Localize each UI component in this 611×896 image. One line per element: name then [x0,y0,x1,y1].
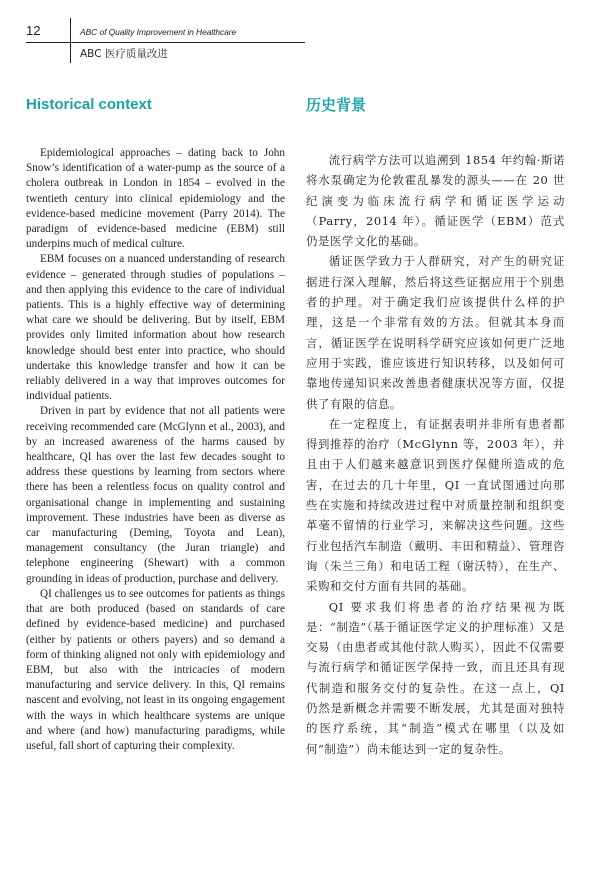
running-header [0,0,611,70]
chinese-column [306,96,565,759]
paragraph: Epidemiological approaches – dating back to John Snow’s identification of a water-pump as the source of a cholera outbreak in London in 1854 – evolved in the twentieth century into clinical epidemiology and the evidence-based medicine movement (Parry 2014). The paradigm of evidence-based medicine (EBM) still underpins much of medical culture. [26,147,285,251]
paragraph: Driven in part by evidence that not all patients were receiving recommended care (McGlynn et al., 2003), and by an increased awareness of the harms caused by healthcare, QI has over the last few decades sought to address these questions by learning from sectors where there has been a relentless focus on quality control and organisational change in implementing and sustaining improvement. These industries have been as diverse as car manufacturing (Deming, Toyota and Lean), management consultancy (the Juran triangle) and telephone engineering (Shewart) with a common grounding in ideas of production, purchase and delivery. [26,405,285,585]
header-vertical-rule [70,18,71,63]
paragraph: 循证医学致力于人群研究，对产生的研究证据进行深入理解，然后将这些证据应用于个别患者的护理。对于确定我们应该提供什么样的护理，这是一个非常有效的方法。但就其本身而言，循证医学在说明科学研究应该如何更广泛地应用于实践，谁应该进行知识转移，以及如何可靠地传递知识来改善患者健康状况等方面，仅提供了有限的信息。 [306,254,565,411]
paragraph: 流行病学方法可以追溯到 1854 年约翰·斯诺将水泵确定为伦敦霍乱暴发的源头——在 20 世纪演变为临床流行病学和循证医学运动（Parry，2014 年）。循证医学（EBM）范式仍是医学文化的基础。 [306,153,565,249]
header-horizontal-rule [26,42,305,43]
book-title-chinese: ABC 医疗质量改进 [80,48,168,60]
book-title: ABC of Quality Improvement in Healthcare [80,27,237,37]
paragraph: EBM focuses on a nuanced understanding of research evidence – generated through studies of populations – and then applying this evidence to the care of individual patients. This is a highly effective way of determining what care we should be delivering. But by itself, EBM provides only limited information about how research knowledge should best enter into practice, who should undertake this knowledge transfer and how it can be reliably delivered in a way that improves outcomes for individual patients. [26,253,285,403]
chinese-body [306,150,565,759]
paragraph: QI challenges us to see outcomes for patients as things that are both produced (based on standards of care defined by evidence-based medicine) and purchased (either by patients or others payers) and so demand a form of thinking aligned not only with epidemiology and EBM, but also with the intricacies of modern manufacturing and service delivery. In this, QI remains nascent and evolving, not least in its ongoing engagement with the ways in which healthcare systems are unique and where (and how) manufacturing paradigms, while useful, fall short of capturing their complexity. [26,587,285,752]
english-body [26,146,285,754]
paragraph: QI 要求我们将患者的治疗结果视为既是：“制造”（基于循证医学定义的护理标准）又是交易（由患者或其他付款人购买），因此不仅需要与流行病学和循证医学保持一致，而且还具有现代制造和服务交付的复杂性。在这一点上，QI 仍然是新概念并需要不断发展，尤其是面对独特的医疗系统，其“制造”模式在哪里（以及如何“制造”）尚未能达到一定的复杂性。 [306,599,565,756]
english-column [26,96,285,754]
section-heading-english: Historical context [26,96,152,113]
page-number: 12 [26,23,41,38]
section-heading-chinese: 历史背景 [306,96,367,114]
paragraph: 在一定程度上，有证据表明并非所有患者都得到推荐的治疗（McGlynn 等，2003 年），并且由于人们越来越意识到医疗保健所造成的危害，在过去的几十年里，QI 一直试图通过向那些在实施和持续改进过程中对质量控制和组织变革毫不留情的行业学习，来解决这些问题。这些行业包括汽车制造（戴明、丰田和精益）、管理咨询（朱兰三角）和电话工程（谢沃特），在生产、采购和交付方面有共同的基础。 [306,416,565,594]
